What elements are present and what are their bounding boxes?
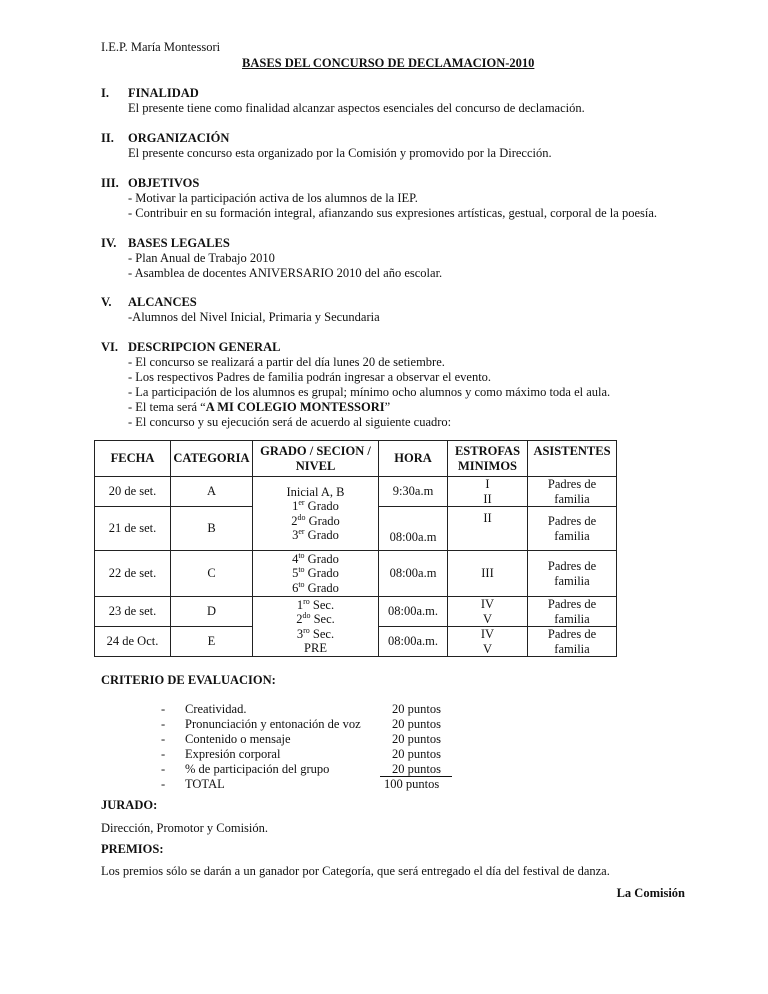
criterio-title: CRITERIO DE EVALUACION:	[101, 673, 276, 687]
table-header-row	[95, 441, 617, 477]
criterio-bullet: -	[161, 702, 166, 716]
section-text: - La participación de los alumnos es grupal; mínimo ocho alumnos y como máximo toda el aula.	[128, 385, 611, 399]
section-text: - Contribuir en su formación integral, afianzando sus expresiones artísticas, gestual, corporal de la poesía.	[128, 206, 657, 220]
criterio-item: Expresión corporal	[185, 747, 281, 761]
school-name: I.E.P. María Montessori	[101, 40, 221, 54]
section-text: - El concurso y su ejecución será de acuerdo al siguiente cuadro:	[128, 415, 452, 429]
criterio-bullet: -	[161, 777, 166, 791]
section-title-descripcion: DESCRIPCION GENERAL	[128, 340, 281, 354]
criterio-bullet: -	[161, 762, 166, 776]
theme-title: A MI COLEGIO MONTESSORI	[205, 400, 385, 414]
criterio-points: 20 puntos	[392, 702, 441, 716]
cell-asistentes: Padres de familia	[528, 507, 617, 551]
document-title: BASES DEL CONCURSO DE DECLAMACION-2010	[242, 56, 535, 70]
criterio-points: 20 puntos	[392, 762, 441, 776]
cell-categoria: D	[171, 597, 253, 627]
cell-fecha: 21 de set.	[95, 507, 171, 551]
cell-asistentes: Padres de familia	[528, 551, 617, 597]
header-grado: GRADO / SECION / NIVEL	[253, 441, 379, 477]
section-title-finalidad: FINALIDAD	[128, 86, 199, 100]
section-title-alcances: ALCANCES	[128, 295, 197, 309]
cell-estrofas: II	[448, 507, 528, 551]
cell-categoria: B	[171, 507, 253, 551]
cell-estrofas: IV V	[448, 597, 528, 627]
table-row	[95, 597, 617, 627]
criterio-points: 20 puntos	[392, 717, 441, 731]
cell-hora: 08:00a.m	[379, 507, 448, 551]
section-text: El presente concurso esta organizado por la Comisión y promovido por la Dirección.	[128, 146, 552, 160]
table-row	[95, 477, 617, 507]
criterio-points: 20 puntos	[392, 732, 441, 746]
cell-estrofas: IV V	[448, 627, 528, 657]
section-text: El presente tiene como finalidad alcanzar aspectos esenciales del concurso de declamación.	[128, 101, 585, 115]
jurado-title: JURADO:	[101, 798, 158, 812]
section-text: - Asamblea de docentes ANIVERSARIO 2010 del año escolar.	[128, 266, 443, 280]
section-number: II.	[101, 131, 114, 145]
section-number: VI.	[101, 340, 119, 354]
header-asistentes: ASISTENTES	[528, 441, 617, 477]
section-text: - Motivar la participación activa de los alumnos de la IEP.	[128, 191, 418, 205]
section-text: - Los respectivos Padres de familia podrán ingresar a observar el evento.	[128, 370, 492, 384]
section-title-objetivos: OBJETIVOS	[128, 176, 200, 190]
criterio-bullet: -	[161, 717, 166, 731]
criterio-item: Contenido o mensaje	[185, 732, 291, 746]
cell-hora: 08:00a.m	[379, 551, 448, 597]
cell-grados-c: $4^{to}$ Grado $5^{to}$ Grado $6^{to}$ Grado	[253, 551, 379, 597]
cell-estrofas: I II	[448, 477, 528, 507]
cell-fecha: 22 de set.	[95, 551, 171, 597]
criterio-item: Creatividad.	[185, 702, 247, 716]
criterio-bullet: -	[161, 747, 166, 761]
criterio-points: 20 puntos	[392, 747, 441, 761]
jurado-text: Dirección, Promotor y Comisión.	[101, 821, 268, 835]
header-categoria: CATEGORIA	[171, 441, 253, 477]
section-text: - Plan Anual de Trabajo 2010	[128, 251, 275, 265]
cell-fecha: 23 de set.	[95, 597, 171, 627]
criterio-total-points: 100 puntos	[384, 777, 440, 791]
premios-text: Los premios sólo se darán a un ganador por Categoría, que será entregado el día del festival de danza.	[101, 864, 610, 878]
section-number: V.	[101, 295, 112, 309]
header-fecha: FECHA	[95, 441, 171, 477]
theme-line	[128, 400, 390, 415]
criterio-total-label: TOTAL	[185, 777, 225, 791]
section-number: I.	[101, 86, 109, 100]
cell-categoria: A	[171, 477, 253, 507]
cell-grados-a-b: Inicial A, B 1er Grado $2^{do}$ Grado 3er Grado	[253, 477, 379, 551]
section-title-bases-legales: BASES LEGALES	[128, 236, 230, 250]
cell-asistentes: Padres de familia	[528, 597, 617, 627]
criterio-item: Pronunciación y entonación de voz	[185, 717, 361, 731]
cell-hora: 08:00a.m.	[379, 627, 448, 657]
cell-asistentes: Padres de familia	[528, 477, 617, 507]
theme-prefix: - El tema será “	[128, 400, 206, 414]
table-row	[95, 551, 617, 597]
signature: La Comisión	[616, 886, 685, 900]
schedule-table	[94, 440, 617, 657]
cell-hora: 08:00a.m.	[379, 597, 448, 627]
section-number: III.	[101, 176, 119, 190]
cell-asistentes: Padres de familia	[528, 627, 617, 657]
premios-title: PREMIOS:	[101, 842, 164, 856]
header-hora: HORA	[379, 441, 448, 477]
cell-grados-d-e: $1^{ro}$ Sec. $2^{do}$ Sec. $3^{ro}$ Sec. PRE	[253, 597, 379, 657]
section-number: IV.	[101, 236, 117, 250]
header-estrofas: ESTROFAS MINIMOS	[448, 441, 528, 477]
criterio-item: % de participación del grupo	[185, 762, 330, 776]
cell-categoria: C	[171, 551, 253, 597]
cell-fecha: 20 de set.	[95, 477, 171, 507]
cell-hora: 9:30a.m	[379, 477, 448, 507]
cell-categoria: E	[171, 627, 253, 657]
criterio-bullet: -	[161, 732, 166, 746]
cell-fecha: 24 de Oct.	[95, 627, 171, 657]
cell-estrofas: III	[448, 551, 528, 597]
section-text: -Alumnos del Nivel Inicial, Primaria y Secundaria	[128, 310, 380, 324]
section-title-organizacion: ORGANIZACIÓN	[128, 131, 230, 145]
theme-suffix: ”	[384, 400, 391, 414]
section-text: - El concurso se realizará a partir del día lunes 20 de setiembre.	[128, 355, 445, 369]
